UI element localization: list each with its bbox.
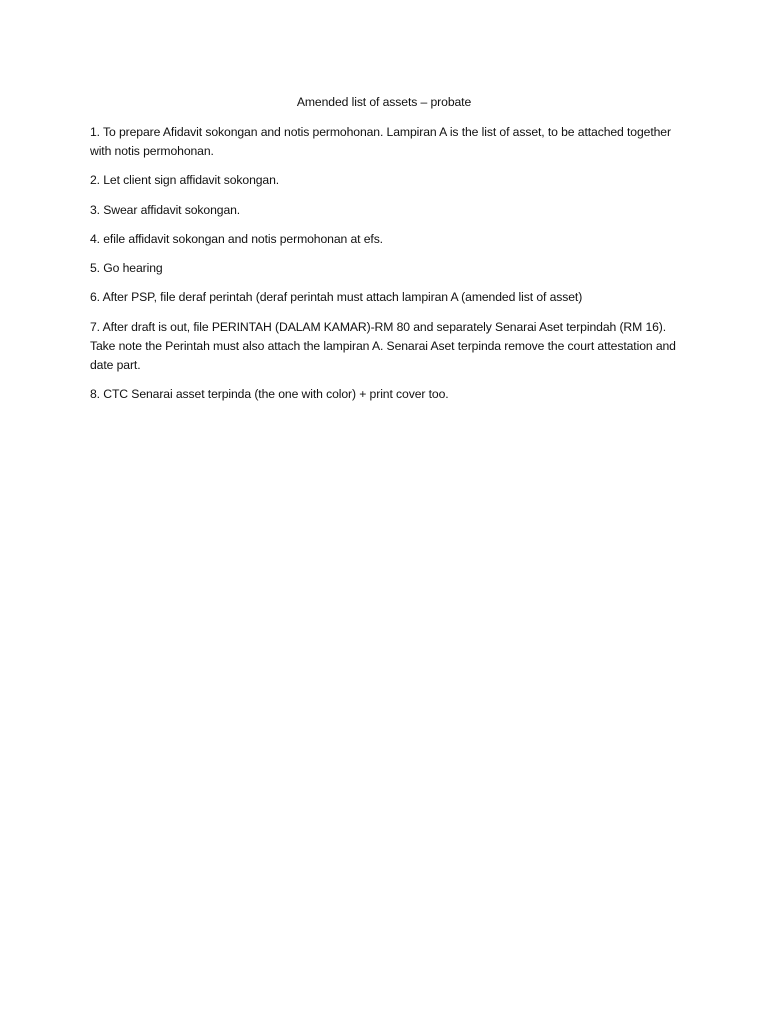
step-8: 8. CTC Senarai asset terpinda (the one with color) + print cover too.	[90, 387, 449, 402]
document-title: Amended list of assets – probate	[296, 95, 472, 109]
step-1: 1. To prepare Afidavit sokongan and notis permohonan. Lampiran A is the list of asset, to be attached together with notis permohonan.	[90, 125, 671, 158]
step-4: 4. efile affidavit sokongan and notis permohonan at efs.	[90, 231, 383, 246]
steps-list	[90, 123, 690, 414]
step-6: 6. After PSP, file deraf perintah (deraf perintah must attach lampiran A (amended list of asset)	[90, 290, 583, 305]
step-3: 3. Swear affidavit sokongan.	[90, 202, 241, 217]
step-7: 7. After draft is out, file PERINTAH (DALAM KAMAR)-RM 80 and separately Senarai Aset terpindah (RM 16). Take note the Perintah must also attach the lampiran A. Senarai Aset terpinda remove the court attestation and date part.	[90, 319, 676, 372]
step-2: 2. Let client sign affidavit sokongan.	[90, 173, 280, 188]
step-5: 5. Go hearing	[90, 261, 163, 276]
